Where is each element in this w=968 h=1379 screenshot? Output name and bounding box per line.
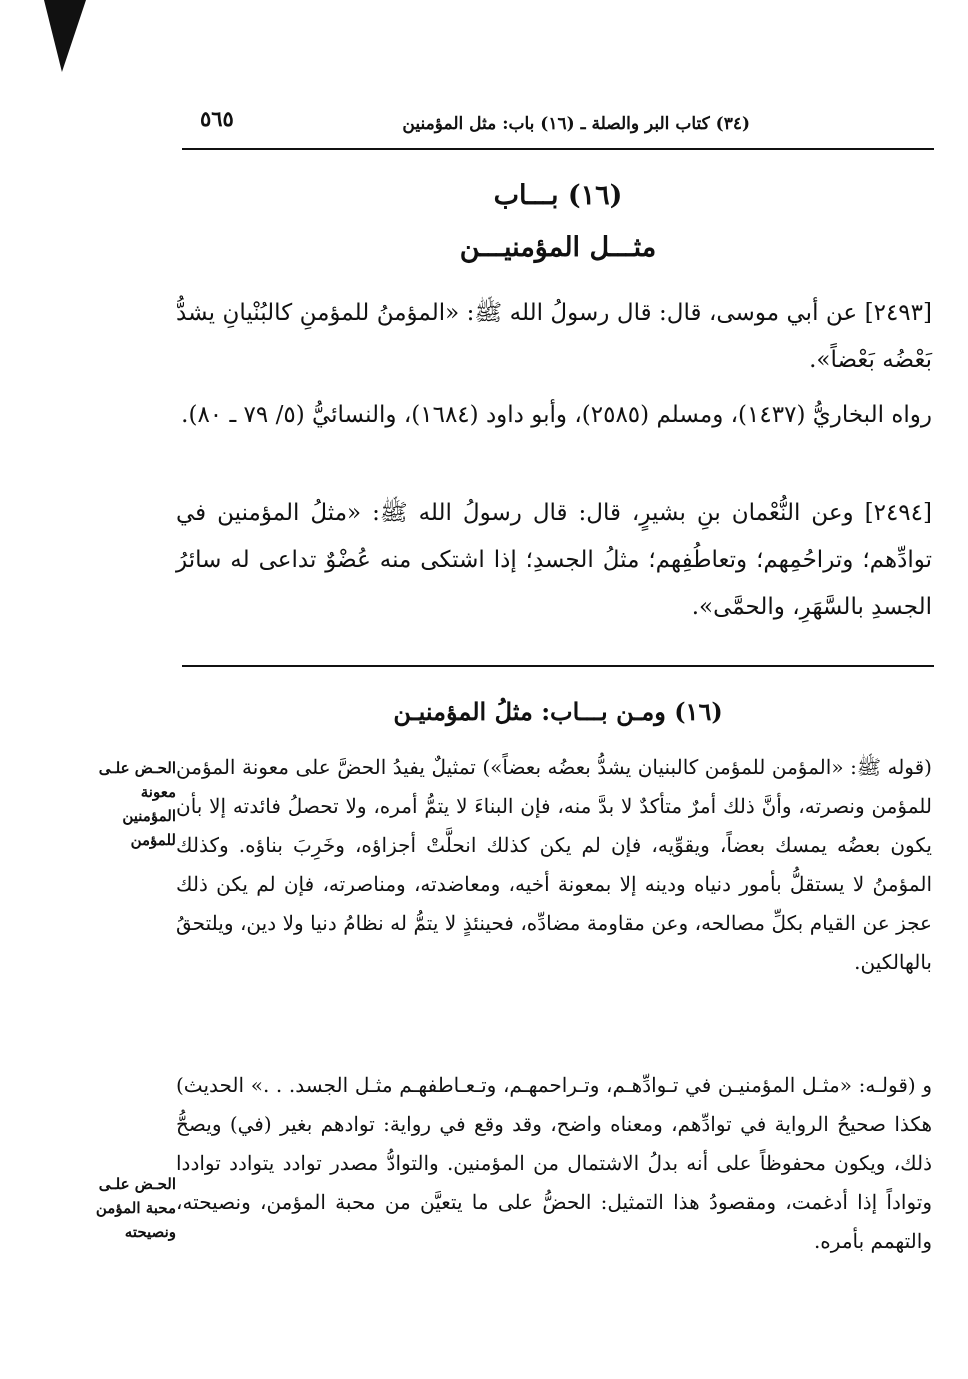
margin-note-1-line: الحـض علـى bbox=[98, 759, 176, 777]
margin-note-1-line: معونة bbox=[140, 783, 176, 801]
commentary-heading: (١٦) ومـن بـــاب: مثلُ المؤمنيـن bbox=[393, 697, 723, 726]
hadith-2493 bbox=[176, 290, 932, 384]
margin-note-2 bbox=[40, 1172, 176, 1244]
hadith-2493-text: [٢٤٩٣] عن أبي موسى، قال: قال رسولُ الله ﷺ: «المؤمنُ للمؤمنِ كالبُنْيانِ يشدُّ بَعْضُه بَعْضاً». bbox=[176, 300, 932, 373]
commentary-paragraph-2: و (قولـه: «مثـل المؤمنيـن في تـوادِّهـم، وتـراحمهـم، وتـعـاطفهـم مثـل الجسد. . .» الحديث) هكذا صحيحُ الرواية في توادِّهم، ومعناه واضح، وقد وقع في رواية: توادهم بغير (في) ويصحُّ ذلك، ويكون محفوظاً على أنه بدلُ الاشتمال من المؤمنين. والتوادُّ مصدر توادد يتوادد تواددا وتواداً إذا أدغمت، ومقصودُ هذا التمثيل: الحضُّ على ما يتعيَّن من محبة المؤمن، ونصيحته، والتهمم بأمره. bbox=[176, 1073, 932, 1253]
chapter-title: مثـــل المؤمنيـــن bbox=[459, 232, 657, 263]
running-head bbox=[182, 106, 934, 136]
commentary-paragraph-1: (قوله ﷺ: «المؤمن للمؤمن كالبنيان يشدُّ بعضُه بعضاً») تمثيلٌ يفيدُ الحضَّ على معونة المؤمن للمؤمن ونصرته، وأنَّ ذلك أمرٌ متأكدٌ لا بدَّ منه، فإن البناءَ لا يتمُّ أمره، ولا تحصلُ فائدته إلا بأن يكون بعضُه يمسك بعضاً، ويقوِّيه، فإن لم يكن كذلك انحلَّتْ أجزاؤه، وخَرِبَ بناؤه. وكذلك المؤمنُ لا يستقلُّ بأمور دنياه ودينه إلا بمعونة أخيه، ومعاضدته، ومناصرته، فإن لم يكن ذلك عجز عن القيام بكلِّ مصالحه، وعن مقاومة مضادِّه، فحينئذٍ لا يتمُّ له نظامُ دنيا ولا دين، ويلتحقُ بالهالكين. bbox=[176, 755, 932, 974]
corner-mark bbox=[44, 0, 104, 72]
margin-note-1 bbox=[40, 756, 176, 852]
hadith-2493-source: رواه البخاريُّ (١٤٣٧)، ومسلم (٢٥٨٥)، وأبو داود (١٦٨٤)، والنسائيُّ (٥/ ٧٩ ـ ٨٠). bbox=[181, 402, 932, 428]
running-head-title: (٣٤) كتاب البر والصلة ـ (١٦) باب: مثل المؤمنين bbox=[402, 114, 750, 134]
hadith-2494-text: [٢٤٩٤] وعن النُّعْمان بنِ بشيرٍ، قال: قال رسولُ الله ﷺ: «مثلُ المؤمنين في توادِّهم؛ وتراحُمِهم؛ وتعاطُفِهم؛ مثلُ الجسدِ؛ إذا اشتكى منه عُضْوٌ تداعى له سائرُ الجسدِ بالسَّهَرِ، والحمَّى». bbox=[176, 500, 932, 620]
margin-note-2-line: ونصيحته bbox=[124, 1223, 176, 1241]
page-number: ٥٦٥ bbox=[200, 106, 234, 131]
hadith-2494 bbox=[176, 490, 932, 631]
margin-note-1-line: للمؤمن bbox=[130, 831, 176, 849]
hadith-2493-source-block bbox=[176, 392, 932, 439]
header-rule bbox=[182, 148, 934, 150]
section-divider bbox=[182, 665, 934, 667]
margin-note-2-line: الحـض علـى bbox=[98, 1175, 176, 1193]
margin-note-2-line: محبة المؤمن bbox=[95, 1199, 176, 1217]
chapter-number: (١٦) بـــاب bbox=[493, 180, 623, 211]
margin-note-1-line: المؤمنين bbox=[122, 807, 176, 825]
